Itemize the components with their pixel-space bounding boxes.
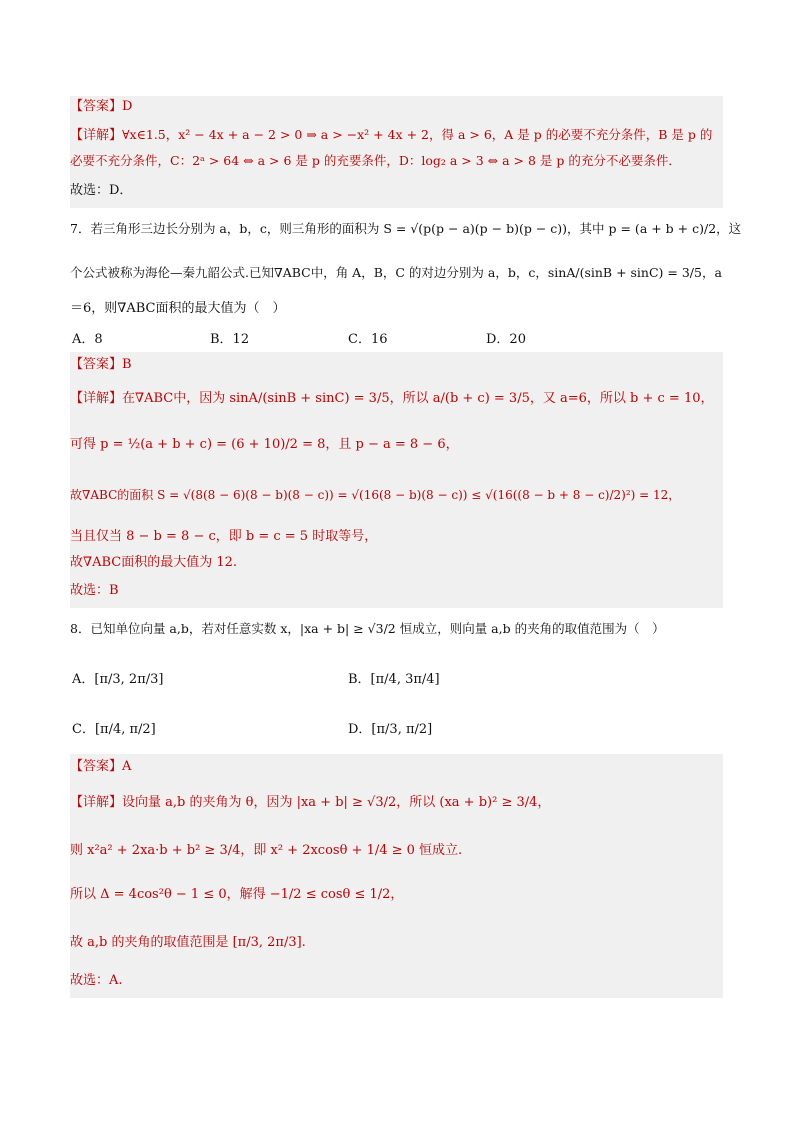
question-text: 8．已知单位向量 a,b，若对任意实数 x，|xa + b| ≥ √3/2 恒成立，则向量 a,b 的夹角的取值范围为（ ） xyxy=(70,621,665,636)
q7-option-d: D．20 xyxy=(486,332,526,347)
q8-option-a: A．[π/3, 2π/3] xyxy=(72,672,164,687)
detail-text: ∀x∈1.5，x² − 4x + a − 2 > 0 ⇒ a > −x² + 4x + 2，得 a > 6，A 是 p 的必要不充分条件，B 是 p 的 xyxy=(122,127,713,142)
answer-tag: 【答案】 xyxy=(70,759,123,774)
q8-answer xyxy=(70,756,723,778)
q7-option-b: B．12 xyxy=(210,332,250,347)
answer-tag: 【答案】 xyxy=(70,99,123,114)
q7-option-a: A．8 xyxy=(72,332,103,347)
q7-stem-line2 xyxy=(70,262,723,285)
q8-option-b: B．[π/4, 3π/4] xyxy=(348,672,440,687)
q6-detail-line2 xyxy=(70,150,723,173)
q8-option-d: D．[π/3, π/2] xyxy=(348,722,433,737)
detail-text: 在∇ABC中，因为 sinA/(sinB + sinC) = 3/5，所以 a/(b + c) = 3/5，又 a=6，所以 b + c = 10， xyxy=(122,391,714,406)
q8-option-c: C．[π/4, π/2] xyxy=(72,722,156,737)
detail-text: 故 a,b 的夹角的取值范围是 [π/3, 2π/3]. xyxy=(70,935,306,950)
detail-text: 所以 Δ = 4cos²θ − 1 ≤ 0，解得 −1/2 ≤ cosθ ≤ 1/2， xyxy=(70,887,404,902)
detail-text: 则 x²a² + 2xa·b + b² ≥ 3/4，即 x² + 2xcosθ + 1/4 ≥ 0 恒成立. xyxy=(70,843,463,858)
q8-detail-line2 xyxy=(70,840,723,862)
detail-tag: 【详解】 xyxy=(70,391,123,406)
q8-detail-line5 xyxy=(70,970,723,992)
q7-detail-line3 xyxy=(70,484,723,507)
detail-text: 必要不充分条件，C：2ᵃ > 64 ⇔ a > 6 是 p 的充要条件，D：log₂ a > 3 ⇔ a > 8 是 p 的充分不必要条件． xyxy=(70,153,681,168)
question-text: 7．若三角形三边长分别为 a，b，c，则三角形的面积为 S = √(p(p − a)(p − b)(p − c))，其中 p = (a + b + c)/2，这 xyxy=(70,221,742,236)
q7-option-c: C．16 xyxy=(348,332,388,347)
detail-tag: 【详解】 xyxy=(70,128,123,143)
detail-text: 故选：A. xyxy=(70,973,123,988)
q7-detail-line1 xyxy=(70,388,723,410)
detail-text: 可得 p = ½(a + b + c) = (6 + 10)/2 = 8，且 p − a = 8 − 6， xyxy=(70,437,459,452)
detail-text: 故选：D． xyxy=(70,183,133,198)
detail-text: 设向量 a,b 的夹角为 θ，因为 |xa + b| ≥ √3/2，所以 (xa + b)² ≥ 3/4， xyxy=(122,795,551,810)
answer-value: B xyxy=(122,357,132,372)
detail-text: 故∇ABC的面积 S = √(8(8 − 6)(8 − b)(8 − c)) = √(16(8 − b)(8 − c)) ≤ √(16((8 − b + 8 − c)/2)²) = 12， xyxy=(70,488,681,502)
q8-detail-line4 xyxy=(70,932,723,954)
q7-stem-line1 xyxy=(70,218,742,241)
q7-detail-line2 xyxy=(70,434,723,456)
detail-tag: 【详解】 xyxy=(70,795,123,810)
detail-text: 故∇ABC面积的最大值为 12. xyxy=(70,555,238,570)
q8-detail-line3 xyxy=(70,884,723,906)
question-text: ＝6，则∇ABC面积的最大值为（ ） xyxy=(70,301,286,316)
answer-value: A xyxy=(122,759,132,774)
detail-text: 故选：B xyxy=(70,583,119,598)
q7-stem-line3 xyxy=(70,298,723,320)
q7-detail-line5 xyxy=(70,552,723,574)
q6-detail-line3 xyxy=(70,180,723,202)
q8-stem-line1 xyxy=(70,618,723,641)
q8-detail-line1 xyxy=(70,792,723,814)
q7-answer xyxy=(70,354,723,376)
detail-text: 当且仅当 8 − b = 8 − c，即 b = c = 5 时取等号， xyxy=(70,529,378,544)
question-text: 个公式被称为海伦—秦九韶公式.已知∇ABC中，角 A，B，C 的对边分别为 a，b，c，sinA/(sinB + sinC) = 3/5，a xyxy=(70,265,722,280)
q7-detail-line4 xyxy=(70,526,723,548)
answer-value: D xyxy=(122,99,133,114)
q7-detail-line6 xyxy=(70,580,723,602)
answer-tag: 【答案】 xyxy=(70,357,123,372)
q6-answer xyxy=(70,96,723,118)
q6-detail-line1 xyxy=(70,124,723,147)
q8-answer-block xyxy=(70,754,723,998)
